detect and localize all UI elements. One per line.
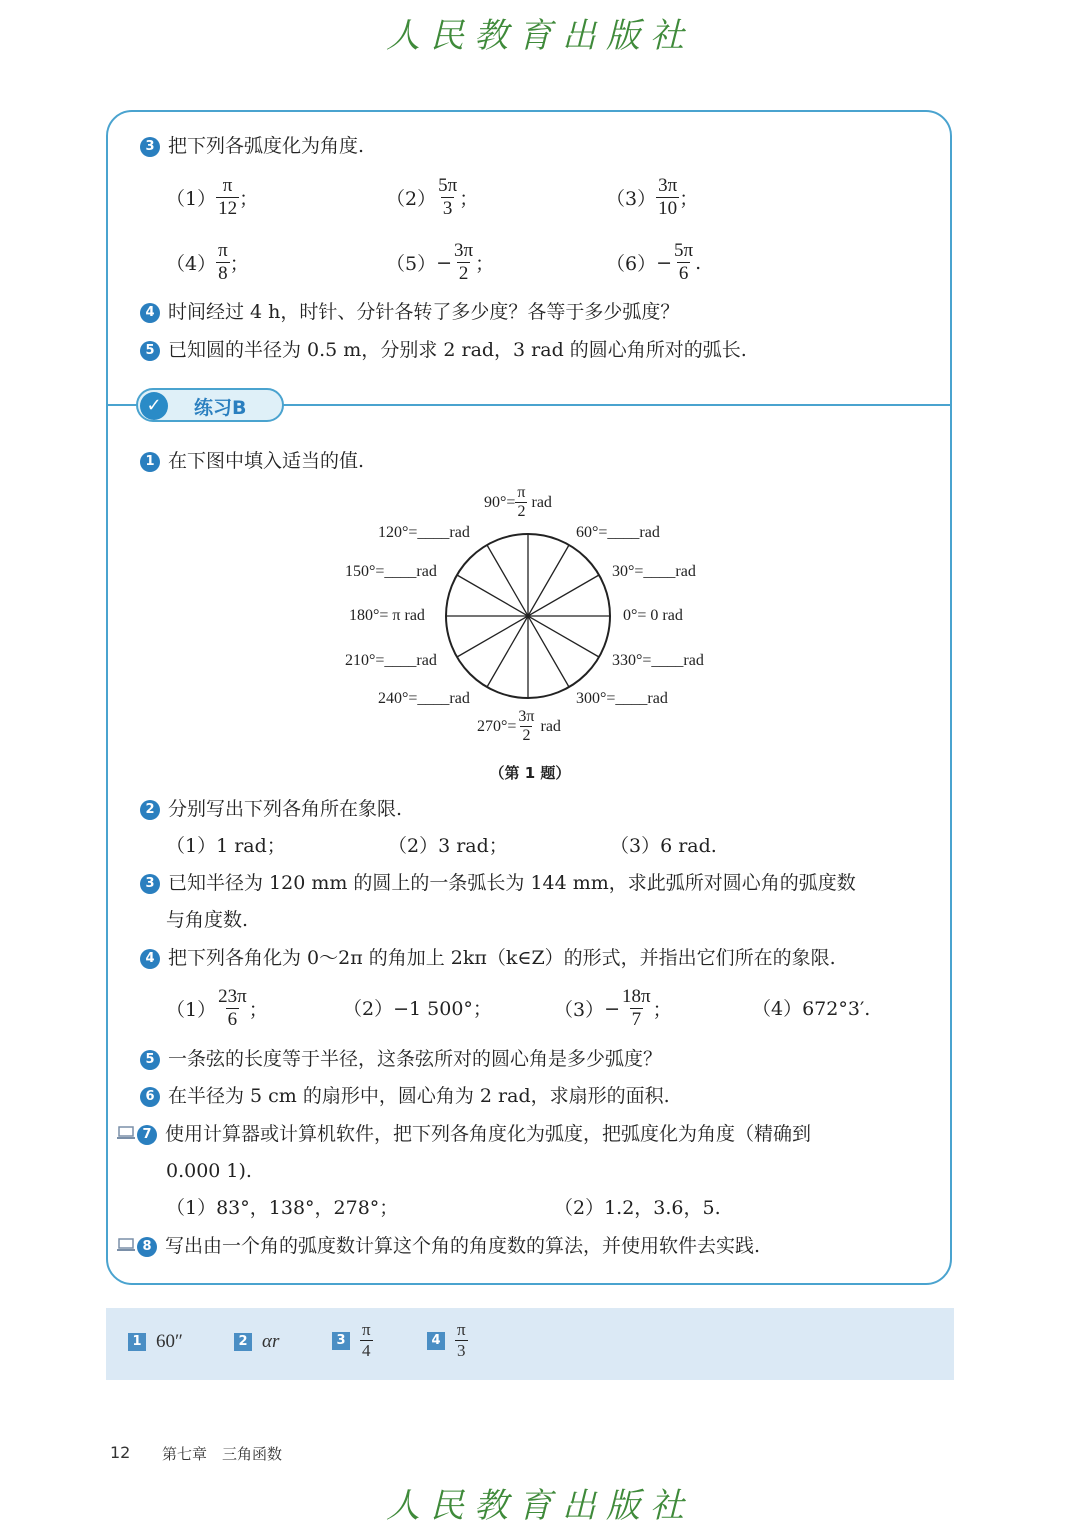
question-text: 把下列各角化为 0～2π 的角加上 2kπ（k∈Z）的形式，并指出它们所在的象限.	[168, 947, 836, 969]
question-text: 写出由一个角的弧度数计算这个角的角度数的算法，并使用软件去实践.	[165, 1235, 761, 1257]
item-sign: −	[436, 251, 453, 274]
fraction	[516, 708, 536, 745]
item-b2-2: （2）3 rad；	[388, 835, 508, 857]
denominator: 3	[442, 198, 453, 219]
answer-number: 3	[332, 1332, 350, 1350]
item-end: .	[695, 251, 702, 274]
item-b7-1: （1）83°，138°，278°；	[166, 1197, 399, 1219]
item-b4-2: （2）−1 500°；	[343, 998, 492, 1020]
fraction	[452, 240, 475, 285]
item-sign: −	[656, 251, 673, 274]
item-a3-2	[386, 175, 478, 220]
question-number-badge: 8	[137, 1237, 157, 1257]
item-label: （3）	[606, 188, 657, 210]
practice-badge-icon: ✓	[140, 392, 168, 420]
label-270-unit: rad	[540, 717, 561, 735]
question-b4	[140, 946, 836, 970]
numerator: π	[218, 240, 228, 261]
question-number-badge: 2	[140, 800, 160, 820]
item-end: ；	[229, 253, 249, 275]
answer-number: 4	[427, 1332, 445, 1350]
fraction	[216, 175, 239, 220]
question-number-badge: 3	[140, 137, 160, 157]
question-b5	[140, 1047, 662, 1071]
item-label: （5）	[386, 253, 437, 275]
item-label: （1）	[166, 999, 217, 1021]
question-number-badge: 4	[140, 303, 160, 323]
label-90-unit: rad	[531, 493, 552, 511]
question-text: 在下图中填入适当的值.	[168, 450, 365, 472]
item-end: ；	[652, 999, 672, 1021]
item-end: ；	[679, 188, 699, 210]
fraction	[436, 175, 459, 220]
question-a5	[140, 338, 747, 362]
answer-2	[234, 1331, 279, 1353]
item-a3-1	[166, 175, 258, 220]
item-label: （6）	[606, 253, 657, 275]
item-end: ；	[248, 999, 268, 1021]
question-text: 一条弦的长度等于半径，这条弦所对的圆心角是多少弧度？	[168, 1048, 663, 1070]
numerator: π	[457, 1320, 466, 1339]
answer-1	[128, 1331, 183, 1353]
numerator: 5π	[674, 240, 694, 261]
question-b3-cont: 与角度数.	[166, 909, 249, 931]
item-a3-5	[386, 240, 494, 285]
item-b2-3: （3）6 rad.	[610, 835, 717, 857]
figure-caption: （第 1 题）	[489, 764, 571, 782]
item-label: （1）	[166, 188, 217, 210]
question-b7	[117, 1122, 811, 1146]
computer-icon	[117, 1126, 135, 1140]
practice-b-title: 练习B	[194, 397, 247, 419]
item-label: （4）	[166, 253, 217, 275]
item-sign: −	[604, 997, 621, 1020]
label-270	[477, 708, 561, 745]
label-180: 180°= π rad	[349, 607, 425, 624]
question-a4	[140, 300, 679, 324]
question-b3	[140, 871, 856, 895]
practice-b-tab	[136, 388, 284, 422]
answer-number: 2	[234, 1333, 252, 1351]
denominator: 12	[218, 198, 238, 219]
numerator: π	[362, 1320, 371, 1339]
question-number-badge: 4	[140, 949, 160, 969]
fraction	[216, 240, 230, 285]
item-b2-1: （1）1 rad；	[166, 835, 286, 857]
denominator: 6	[227, 1009, 238, 1030]
label-150: 150°=____rad	[345, 563, 437, 580]
numerator: π	[222, 175, 233, 196]
item-a3-6	[606, 240, 701, 285]
item-a3-4	[166, 240, 249, 285]
numerator: 18π	[622, 986, 651, 1007]
numerator: 3π	[658, 175, 678, 196]
item-b4-4: （4）672°3′.	[752, 998, 871, 1020]
item-a3-3	[606, 175, 698, 220]
label-60: 60°=____rad	[576, 524, 660, 541]
label-330: 330°=____rad	[612, 652, 704, 669]
question-text: 使用计算器或计算机软件，把下列各角度化为弧度，把弧度化为角度（精确到	[165, 1123, 812, 1145]
unit-circle-diagram	[444, 532, 612, 700]
denominator: 3	[457, 1341, 466, 1360]
numerator: 5π	[438, 175, 458, 196]
numerator: 3π	[518, 708, 535, 725]
item-end: ；	[475, 253, 495, 275]
fraction	[216, 986, 249, 1031]
answer-4	[427, 1320, 468, 1361]
question-text: 已知圆的半径为 0.5 m，分别求 2 rad，3 rad 的圆心角所对的弧长.	[168, 339, 747, 361]
question-b7-cont: 0.000 1).	[166, 1160, 252, 1182]
denominator: 2	[522, 727, 531, 744]
answer-number: 1	[128, 1333, 146, 1351]
numerator: 3π	[454, 240, 474, 261]
question-number-badge: 5	[140, 341, 160, 361]
question-text: 分别写出下列各角所在象限.	[168, 798, 403, 820]
denominator: 4	[362, 1341, 371, 1360]
computer-icon	[117, 1238, 135, 1252]
question-text: 把下列各弧度化为角度.	[168, 135, 365, 157]
fraction	[360, 1320, 373, 1361]
fraction	[672, 240, 695, 285]
item-b4-1	[166, 986, 268, 1031]
fraction	[620, 986, 653, 1031]
numerator: 23π	[218, 986, 247, 1007]
denominator: 8	[218, 263, 228, 284]
label-90-prefix: 90°=	[484, 493, 516, 511]
question-number-badge: 1	[140, 452, 160, 472]
question-a3	[140, 134, 364, 158]
denominator: 10	[658, 198, 678, 219]
question-number-badge: 5	[140, 1050, 160, 1070]
denominator: 7	[631, 1009, 642, 1030]
label-120: 120°=____rad	[378, 524, 470, 541]
label-30: 30°=____rad	[612, 563, 696, 580]
item-b4-3	[554, 986, 672, 1031]
publisher-logo-header: 人民教育出版社	[386, 16, 694, 56]
label-300: 300°=____rad	[576, 690, 668, 707]
item-b7-2: （2）1.2，3.6，5.	[554, 1197, 721, 1219]
label-240: 240°=____rad	[378, 690, 470, 707]
question-number-badge: 7	[137, 1125, 157, 1145]
page-number: 12	[110, 1443, 131, 1462]
question-b6	[140, 1084, 670, 1108]
item-label: （3）	[554, 999, 605, 1021]
question-b2	[140, 797, 402, 821]
question-text: 已知半径为 120 mm 的圆上的一条弧长为 144 mm，求此弧所对圆心角的弧度数	[168, 872, 856, 894]
fraction	[455, 1320, 468, 1361]
answer-text: 60″	[156, 1331, 183, 1352]
chapter-title: 第七章 三角函数	[162, 1445, 283, 1463]
item-end: ；	[239, 188, 259, 210]
item-end: ；	[459, 188, 479, 210]
denominator: 2	[458, 263, 469, 284]
denominator: 6	[678, 263, 689, 284]
label-210: 210°=____rad	[345, 652, 437, 669]
question-number-badge: 3	[140, 874, 160, 894]
fraction	[515, 484, 527, 521]
publisher-logo-footer: 人民教育出版社	[386, 1486, 694, 1526]
question-b8	[117, 1234, 760, 1258]
label-270-prefix: 270°=	[477, 717, 517, 735]
label-90	[484, 484, 552, 521]
label-0: 0°= 0 rad	[623, 607, 683, 624]
answer-text: αr	[262, 1331, 280, 1352]
question-b1	[140, 449, 364, 473]
denominator: 2	[517, 503, 526, 520]
item-label: （2）	[386, 188, 437, 210]
answer-3	[332, 1320, 373, 1361]
numerator: π	[517, 484, 526, 501]
question-number-badge: 6	[140, 1087, 160, 1107]
fraction	[656, 175, 679, 220]
question-text: 时间经过 4 h，时针、分针各转了多少度？各等于多少弧度？	[168, 301, 680, 323]
question-text: 在半径为 5 cm 的扇形中，圆心角为 2 rad，求扇形的面积.	[168, 1085, 670, 1107]
